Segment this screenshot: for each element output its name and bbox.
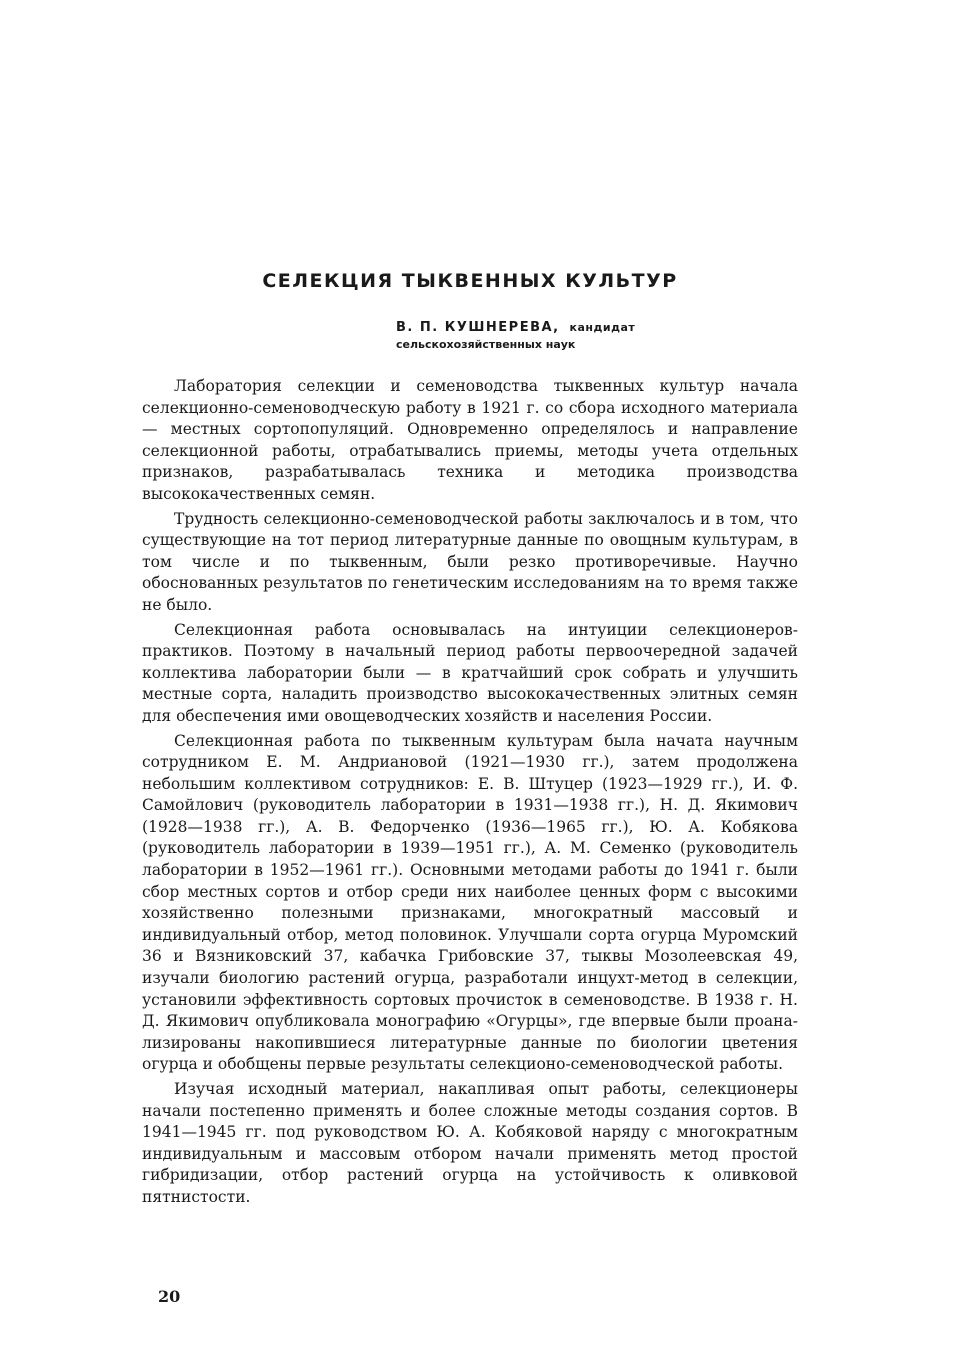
author-block — [396, 318, 635, 353]
author-name: В. П. КУШНЕРЕВА, — [396, 320, 560, 335]
paragraph-4: Селекционная работа по тыквенным культурам была начата научным сотрудником Е. М. Андриановой (1921—1930 гг.), затем продолжена небольшим коллективом сотрудников: Е. В. Штуцер (1923—1929 гг.), И. Ф. Самойлович (руководитель лаборатории в 1931—1938 гг.), Н. Д. Якимович (1928—1938 гг.), А. В. Федорченко (1936—1965 гг.), Ю. А. Кобякова (руководитель лаборатории в 1939—1951 гг.), А. М. Семенко (руководитель лаборатории в 1952—1961 гг.). Основными методами работы до 1941 г. были сбор местных сортов и отбор среди них наиболее ценных форм с высокими хозяйственно полезными признаками, многократный массовый и индивидуальный отбор, метод половинок. Улучшали сорта огурца Муромский 36 и Вязниковский 37, кабачка Грибовские 37, тыквы Мозолеевская 49, изучали биологию растений огурца, разработали инцухт-метод в селекции, установили эффективность сортовых прочисток в семеноводстве. В 1938 г. Н. Д. Якимович опубликовала монографию «Огурцы», где впервые были проанализированы накопившиеся литературные данные по биологии цветения огурца и обобщены первые результаты селекционо-семеноводческой работы. — [142, 731, 798, 1074]
page-number: 20 — [158, 1287, 181, 1306]
author-line — [396, 318, 635, 337]
author-degree: сельскохозяйственных наук — [396, 338, 576, 351]
article-title: СЕЛЕКЦИЯ ТЫКВЕННЫХ КУЛЬТУР — [262, 270, 678, 292]
article-body — [142, 376, 798, 1212]
author-title: кандидат — [569, 321, 636, 334]
paragraph-2: Трудность селекционно-семеноводческой работы заключалось и в том, что существующие на тот период литературные данные по овощным культурам, в том числе и по тыквенным, были резко противоречивые. Научно обоснованных результатов по генетическим исследованиям на то время также не было. — [142, 509, 798, 614]
paragraph-5: Изучая исходный материал, накапливая опыт работы, селекционеры начали постепенно применять и более сложные методы создания сортов. В 1941—1945 гг. под руководством Ю. А. Кобяковой наряду с многократным индивидуальным и массовым отбором начали применять метод простой гибридизации, отбор растений огурца на устойчивость к оливковой пятнистости. — [142, 1080, 798, 1206]
paragraph-3: Селекционная работа основывалась на интуиции селекционеров-практиков. Поэтому в начальный период работы первоочередной задачей коллектива лаборатории были — в кратчайший срок собрать и улучшить местные сорта, наладить производство высококачественных элитных семян для обеспечения ими овощеводческих хозяйств и населения России. — [142, 620, 798, 725]
paragraph-1: Лаборатория селекции и семеноводства тыквенных культур начала селекционно-семеноводческую работу в 1921 г. со сбора исходного материала — местных сортопопуляций. Одновременно определялось и направление селекционной работы, отрабатывались приемы, методы учета отдельных признаков, разрабатывалась техника и методика производства высококачественных семян. — [142, 377, 798, 503]
